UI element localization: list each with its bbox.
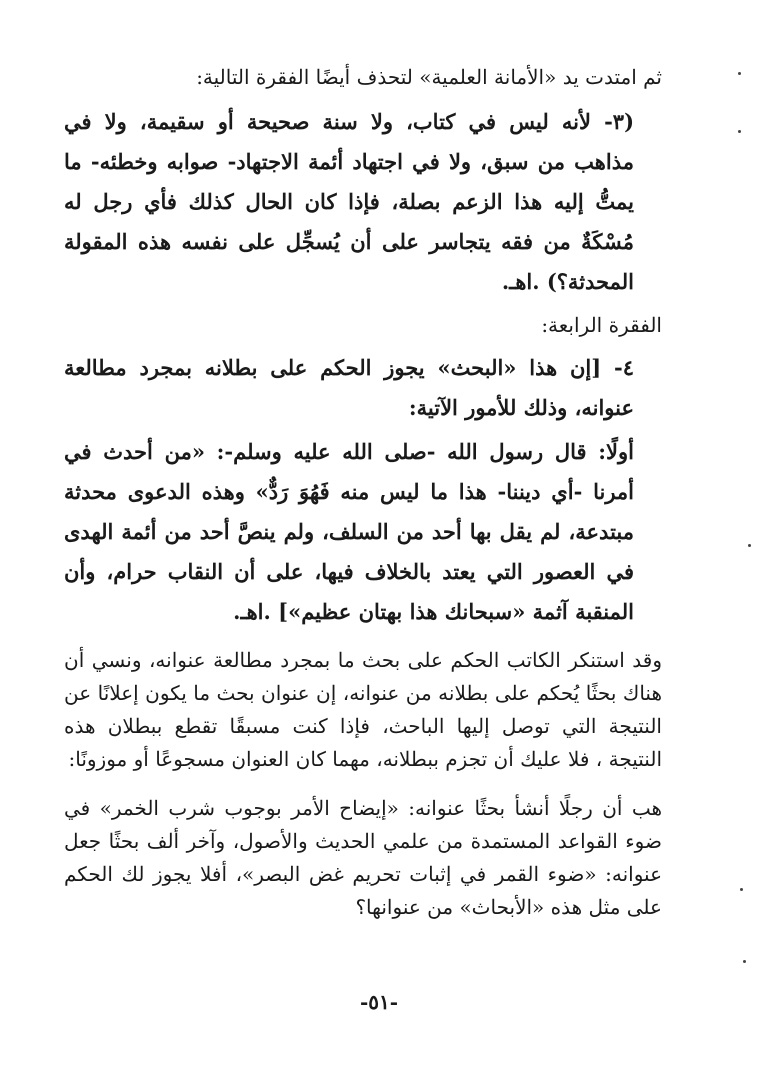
section-heading: الفقرة الرابعة: — [541, 313, 662, 337]
scan-speck — [738, 72, 741, 75]
intro-line: ثم امتدت يد «الأمانة العلمية» لتحذف أيضًا الفقرة التالية: — [196, 65, 662, 89]
scan-speck — [743, 960, 746, 963]
page-body — [64, 60, 662, 924]
quoted-paragraph-four-intro: ٤- [إن هذا «البحث» يجوز الحكم على بطلانه بمجرد مطالعة عنوانه، وذلك للأمور الآتية: — [64, 355, 634, 420]
scan-speck — [738, 130, 741, 133]
quoted-paragraph-four-body: أولًا: قال رسول الله -صلى الله عليه وسلم-: «من أحدث في أمرنا -أي ديننا- هذا ما ليس منه فَهُوَ رَدٌّ» وهذه الدعوى محدثة مبتدعة، لم يقل بها أحد من السلف، ولم ينصَّ أحد من أئمة الهدى في العصور التي يعتد بالخلاف فيها، على أن النقاب حرام، وأن المنقبة آثمة «سبحانك هذا بهتان عظيم»] .اهـ. — [64, 439, 634, 624]
body-paragraph: هب أن رجلًا أنشأ بحثًا عنوانه: «إيضاح الأمر بوجوب شرب الخمر» في ضوء القواعد المستمدة من علمي الحديث والأصول، وآخر ألف بحثًا جعل عنوانه: «ضوء القمر في إثبات تحريم غض البصر»، أفلا يجوز لك الحكم على مثل هذه «الأبحاث» من عنوانها؟ — [64, 796, 662, 919]
quoted-paragraph-three: (٣- لأنه ليس في كتاب، ولا سنة صحيحة أو سقيمة، ولا في مذاهب من سبق، ولا في اجتهاد أئمة الاجتهاد- صوابه وخطئه- ما يمتُّ إليه هذا الزعم بصلة، فإذا كان الحال كذلك فأي رجل له مُسْكَةٌ من فقه يتجاسر على أن يُسجِّل على نفسه هذه المقولة المحدثة؟) .اهـ. — [64, 109, 634, 294]
body-paragraph: وقد استنكر الكاتب الحكم على بحث ما بمجرد مطالعة عنوانه، ونسي أن هناك بحثًا يُحكم على بطلانه من عنوانه، إن عنوان بحث ما يكون إعلانًا عن النتيجة التي توصل إليها الباحث، فإذا كنت مسبقًا تقطع ببطلان هذه النتيجة ، فلا عليك أن تجزم ببطلانه، مهما كان العنوان مسجوعًا أو موزونًا: — [64, 648, 662, 771]
scan-speck — [748, 544, 751, 547]
page-number: -٥١- — [359, 990, 399, 1014]
scan-speck — [740, 888, 743, 891]
